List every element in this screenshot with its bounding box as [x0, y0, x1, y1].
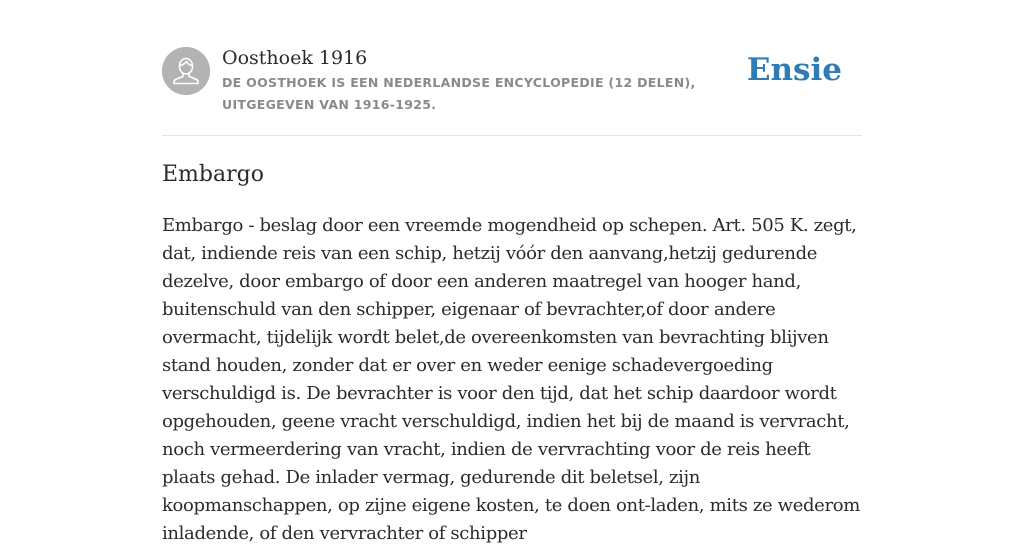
source-avatar[interactable]: [162, 47, 210, 95]
entry-body: Embargo - beslag door een vreemde mogendheid op schepen. Art. 505 K. zegt, dat, indiende reis van een schip, hetzij vóór den aanvang,hetzij gedurende dezelve, door embargo of door een anderen maatregel van hooger hand, buitenschuld van den schipper, eigenaar of bevrachter,of door andere overmacht, tijdelijk wordt belet,de overeenkomsten van bevrachting blijven stand houden, zonder dat er over en weder eenige schadevergoeding verschuldigd is. De bevrachter is voor den tijd, dat het schip daardoor wordt opgehouden, geene vracht verschuldigd, indien het bij de maand is vervracht, noch vermeerdering van vracht, indien de vervrachting voor de reis heeft plaats gehad. De inlader vermag, gedurende dit beletsel, zijn koopmanschappen, op zijne eigene kosten, te doen ont-laden, mits ze wederom inladende, of den vervrachter of schipper: [162, 215, 860, 544]
source-description: DE OOSTHOEK IS EEN NEDERLANDSE ENCYCLOPEDIE (12 DELEN), UITGEGEVEN VAN 1916-1925.: [222, 75, 696, 112]
user-silhouette-icon: [162, 47, 210, 95]
header-divider: [162, 135, 862, 136]
source-header: [162, 46, 862, 116]
source-title[interactable]: Oosthoek 1916: [222, 47, 368, 69]
ensie-logo[interactable]: Ensie: [746, 52, 842, 88]
entry-title: Embargo: [162, 162, 264, 187]
